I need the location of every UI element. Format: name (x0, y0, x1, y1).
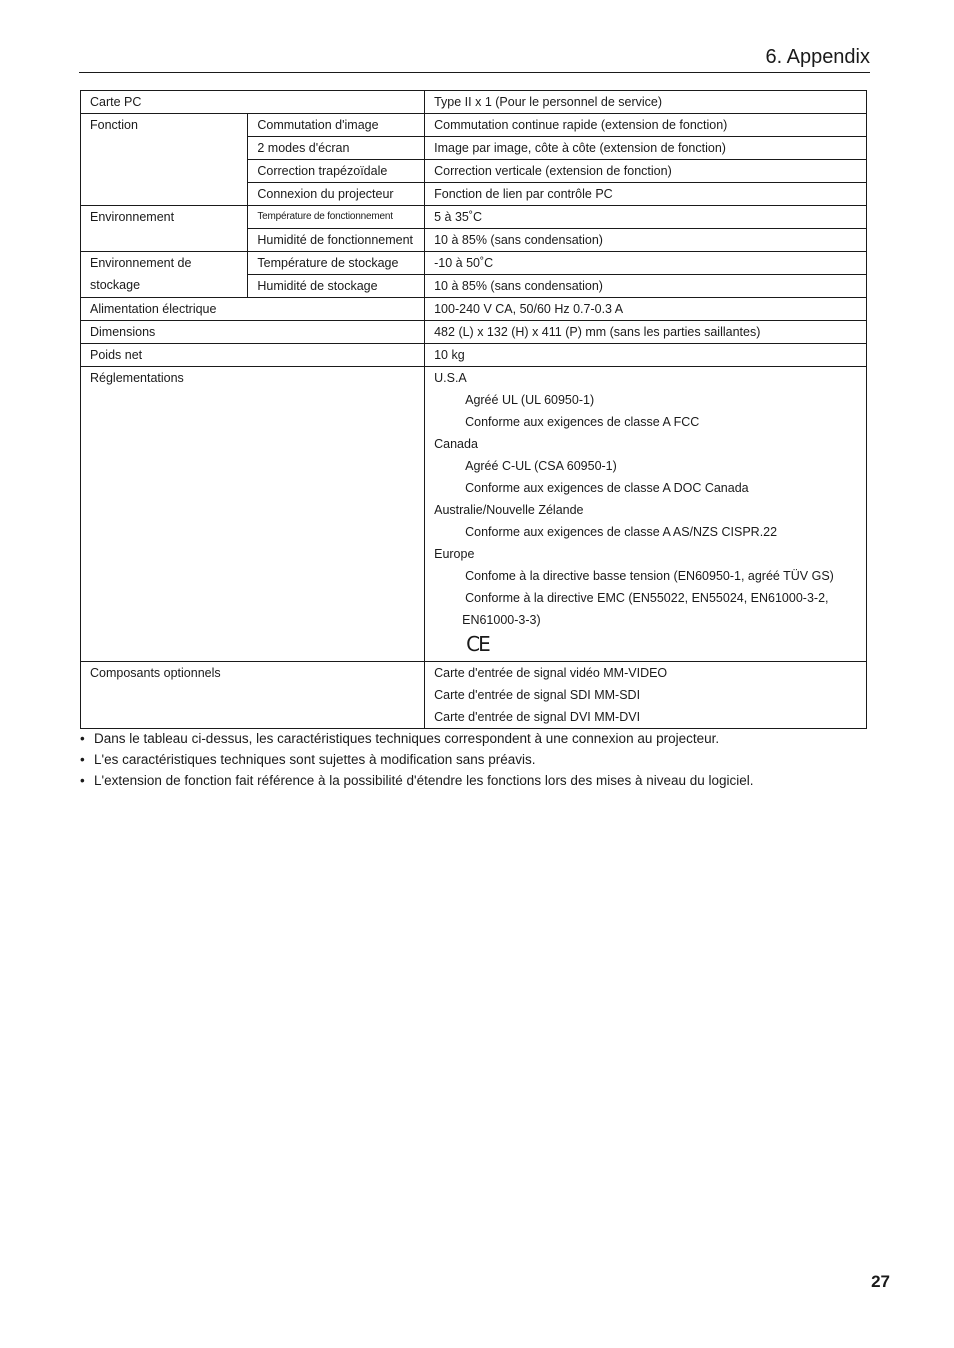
table-row-environnement (81, 206, 867, 229)
specifications-table (80, 90, 867, 729)
row-sublabel: Température de stockage (248, 252, 425, 275)
row-value: -10 à 50˚C (425, 252, 867, 275)
row-label: Alimentation électrique (81, 298, 425, 321)
table-row-poids (81, 344, 867, 367)
bullet-icon: • (80, 773, 85, 788)
row-value: Image par image, côte à côte (extension de fonction) (425, 137, 867, 160)
row-sublabel: Température de fonctionnement (248, 206, 425, 229)
row-value: 10 à 85% (sans condensation) (425, 229, 867, 252)
row-value: 10 à 85% (sans condensation) (425, 275, 867, 298)
row-value: 5 à 35˚C (425, 206, 867, 229)
note-text: L'es caractéristiques techniques sont sujettes à modification sans préavis. (94, 752, 536, 767)
row-value: Correction verticale (extension de fonction) (425, 160, 867, 183)
table-row-composants (81, 662, 867, 729)
list-item: Carte d'entrée de signal DVI MM-DVI (434, 710, 641, 724)
row-label: Composants optionnels (81, 662, 425, 729)
row-label: Réglementations (81, 367, 425, 662)
row-label: Dimensions (81, 321, 425, 344)
table-row-carte-pc (81, 91, 867, 114)
row-label: Environnement (81, 206, 248, 252)
header-divider (79, 72, 870, 73)
row-sublabel: 2 modes d'écran (248, 137, 425, 160)
row-value: 482 (L) x 132 (H) x 411 (P) mm (sans les parties saillantes) (425, 321, 867, 344)
row-sublabel: Correction trapézoïdale (248, 160, 425, 183)
row-sublabel: Humidité de stockage (248, 275, 425, 298)
list-item (80, 728, 880, 749)
table-row-alimentation (81, 298, 867, 321)
notes-list (80, 728, 880, 791)
row-sublabel: Commutation d'image (248, 114, 425, 137)
row-label: Poids net (81, 344, 425, 367)
list-item (80, 770, 880, 791)
bullet-icon: • (80, 731, 85, 746)
table-row-fonction (81, 114, 867, 137)
page-number: 27 (871, 1272, 890, 1291)
ce-mark-icon: CE (466, 632, 489, 656)
row-value: 10 kg (425, 344, 867, 367)
bullet-icon: • (80, 752, 85, 767)
row-label: Carte PC (81, 91, 425, 114)
note-text: Dans le tableau ci-dessus, les caractéristiques techniques correspondent à une connexion au projecteur. (94, 731, 720, 746)
table-row-dimensions (81, 321, 867, 344)
row-value (425, 662, 867, 729)
row-value: Fonction de lien par contrôle PC (425, 183, 867, 206)
row-label: Fonction (81, 114, 248, 206)
list-item: Carte d'entrée de signal vidéo MM-VIDEO (434, 666, 668, 680)
list-item: Carte d'entrée de signal SDI MM-SDI (434, 688, 641, 702)
table-row-reglementations (81, 367, 867, 662)
row-sublabel: Humidité de fonctionnement (248, 229, 425, 252)
table-row-stockage (81, 252, 867, 275)
row-value: Type II x 1 (Pour le personnel de service) (425, 91, 867, 114)
list-item (80, 749, 880, 770)
note-text: L'extension de fonction fait référence à la possibilité d'étendre les fonctions lors des mises à niveau du logiciel. (94, 773, 754, 788)
page-header-title: 6. Appendix (765, 46, 870, 68)
row-sublabel: Connexion du projecteur (248, 183, 425, 206)
row-value: Commutation continue rapide (extension de fonction) (425, 114, 867, 137)
row-label: Environnement de stockage (81, 252, 248, 298)
row-value: U.S.A Agréé UL (UL 60950-1) Conforme aux exigences de classe A FCC Canada Agréé C-UL (CSA 60950-1) Conforme aux exigences de classe A DOC Canada Australie/Nouvelle Zélande Conforme aux exigences de classe A AS/NZS CISPR.22 Europe Confome à la directive basse tension (EN60950-1, agréé TÜV GS) Conforme à la directive EMC (EN55022, EN55024, EN61000-3-2, EN61000-3-3) CE (425, 367, 867, 662)
row-value: 100-240 V CA, 50/60 Hz 0.7-0.3 A (425, 298, 867, 321)
